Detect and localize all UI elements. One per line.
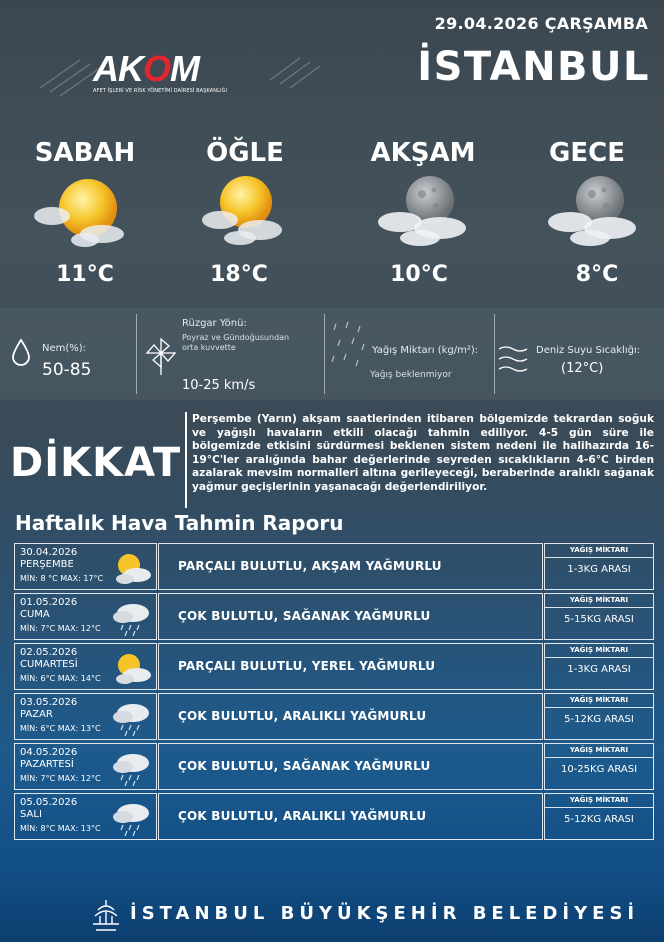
humidity-label: Nem(%): [42,343,87,354]
day-cell [14,743,157,790]
sea-temp-label: Deniz Suyu Sıcaklığı: [536,345,641,356]
report-date: 29.04.2026 ÇARŞAMBA [434,14,648,33]
day-min-max: MİN: 6°C MAX: 13°C [20,724,101,733]
day-cell [14,693,157,740]
forecast-desc: ÇOK BULUTLU, SAĞANAK YAĞMURLU [178,759,431,773]
info-divider [324,314,325,394]
wind-desc-line2: orta kuvvette [182,343,236,352]
day-min-max: MİN: 7°C MAX: 12°C [20,774,101,783]
moon-cloud-icon [542,172,652,252]
rain-value: 5-15KG ARASI [564,614,634,625]
moon-cloud-icon [370,172,480,252]
forecast-desc: PARÇALI BULUTLU, AKŞAM YAĞMURLU [178,559,442,573]
akom-logo-subtitle: AFET İŞLERİ VE RİSK YÖNETİMİ DAİRESİ BAŞKANLIĞI [93,88,228,94]
ibb-footer [90,898,640,934]
rain-amount-value: Yağış beklenmiyor [370,370,452,380]
day-name: PAZARTESİ [20,759,74,770]
rain-cell [544,793,654,840]
day-cell [14,793,157,840]
weekly-row [14,693,654,740]
weekly-row [14,643,654,690]
weekly-row [14,543,654,590]
rain-header: YAĞIŞ MİKTARI [545,794,653,808]
day-date: 05.05.2026 [20,797,78,808]
rain-cell [544,743,654,790]
wind-speed-value: 10-25 km/s [182,378,256,393]
sea-temp-value: (12°C) [561,361,604,376]
rain-header: YAĞIŞ MİKTARI [545,544,653,558]
rain-value: 1-3KG ARASI [567,664,631,675]
period-evening-temp: 10°C [390,262,448,287]
day-name: SALI [20,809,42,820]
rain-amount-label: Yağış Miktarı (kg/m²): [372,345,479,356]
forecast-desc: ÇOK BULUTLU, ARALIKLI YAĞMURLU [178,809,427,823]
forecast-desc-cell [158,743,543,790]
day-cell [14,643,157,690]
weekly-table [14,543,654,843]
wind-label: Rüzgar Yönü: [182,318,247,329]
forecast-desc-cell [158,543,543,590]
rain-value: 5-12KG ARASI [564,714,634,725]
day-name: PAZAR [20,709,53,720]
forecast-desc: PARÇALI BULUTLU, YEREL YAĞMURLU [178,659,436,673]
wind-pinwheel-icon [144,336,178,376]
sun-cloud-icon [107,649,155,687]
weekly-row [14,793,654,840]
warning-title: DİKKAT [10,440,182,486]
day-name: CUMA [20,609,50,620]
sun-cloud-icon [107,549,155,587]
forecast-desc: ÇOK BULUTLU, SAĞANAK YAĞMURLU [178,609,431,623]
period-night-label: GECE [549,138,625,168]
day-date: 30.04.2026 [20,547,78,558]
period-noon-label: ÖĞLE [206,138,284,168]
day-date: 04.05.2026 [20,747,78,758]
sun-cloud-icon [30,172,140,252]
rain-header: YAĞIŞ MİKTARI [545,744,653,758]
weekly-row [14,593,654,640]
day-name: CUMARTESİ [20,659,78,670]
forecast-desc-cell [158,643,543,690]
rain-cloud-icon [107,699,155,737]
rain-value: 5-12KG ARASI [564,814,634,825]
day-date: 02.05.2026 [20,647,78,658]
rain-cell [544,643,654,690]
day-cell [14,543,157,590]
period-night-temp: 8°C [575,262,619,287]
rain-value: 10-25KG ARASI [560,764,638,775]
info-divider [136,314,137,394]
rain-cell [544,593,654,640]
forecast-desc-cell [158,793,543,840]
rain-header: YAĞIŞ MİKTARI [545,594,653,608]
period-noon-temp: 18°C [210,262,268,287]
ibb-emblem-icon [90,898,122,934]
rain-cloud-icon [107,799,155,837]
rain-cell [544,693,654,740]
sea-waves-icon [498,343,528,375]
rain-header: YAĞIŞ MİKTARI [545,694,653,708]
rain-value: 1-3KG ARASI [567,564,631,575]
rain-header: YAĞIŞ MİKTARI [545,644,653,658]
rain-cell [544,543,654,590]
day-date: 01.05.2026 [20,597,78,608]
day-name: PERŞEMBE [20,559,74,570]
humidity-value: 50-85 [42,360,92,380]
warning-text: Perşembe (Yarın) akşam saatlerinden itibaren bölgemizde tekrardan soğuk ve yağışlı havaların etkili olacağı tahmin ediliyor. 4-5 gün süre ile bölgemizde etkisini sürdürmesi beklenen sistem nedeni ile halihazırda 16-19°C'ler aralığında bahar değerlerinde seyreden sıcaklıkların 4-6°C birden azalarak mevsim normalleri altına gerileyeceği, beraberinde aralıklı sağanak yağmur geçişlerinin yaşanacağı değerlendiriliyor. [192,413,654,493]
city-title: İSTANBUL [417,44,650,90]
rain-cloud-icon [107,599,155,637]
rain-cloud-icon [107,749,155,787]
weekly-report-title: Haftalık Hava Tahmin Raporu [15,511,344,535]
humidity-drop-icon [10,338,32,368]
wind-desc-line1: Poyraz ve Gündoğusundan [182,333,290,342]
warning-divider [185,412,187,508]
period-morning-temp: 11°C [56,262,114,287]
day-min-max: MİN: 7°C MAX: 12°C [20,624,101,633]
day-cell [14,593,157,640]
day-min-max: MİN: 8°C MAX: 13°C [20,824,101,833]
day-min-max: MİN: 6°C MAX: 14°C [20,674,101,683]
day-min-max: MİN: 8 °C MAX: 17°C [20,574,104,583]
rain-drops-icon [330,320,370,380]
ibb-footer-text: İSTANBUL BÜYÜKŞEHİR BELEDİYESİ [130,903,640,924]
forecast-desc: ÇOK BULUTLU, ARALIKLI YAĞMURLU [178,709,427,723]
forecast-desc-cell [158,693,543,740]
weekly-row [14,743,654,790]
akom-logo-mark: AKOM [93,48,200,89]
day-date: 03.05.2026 [20,697,78,708]
info-divider [494,314,495,394]
akom-logo [93,48,233,94]
sun-cloud-icon [190,172,300,252]
period-evening-label: AKŞAM [370,138,476,168]
forecast-desc-cell [158,593,543,640]
period-morning-label: SABAH [34,138,136,168]
